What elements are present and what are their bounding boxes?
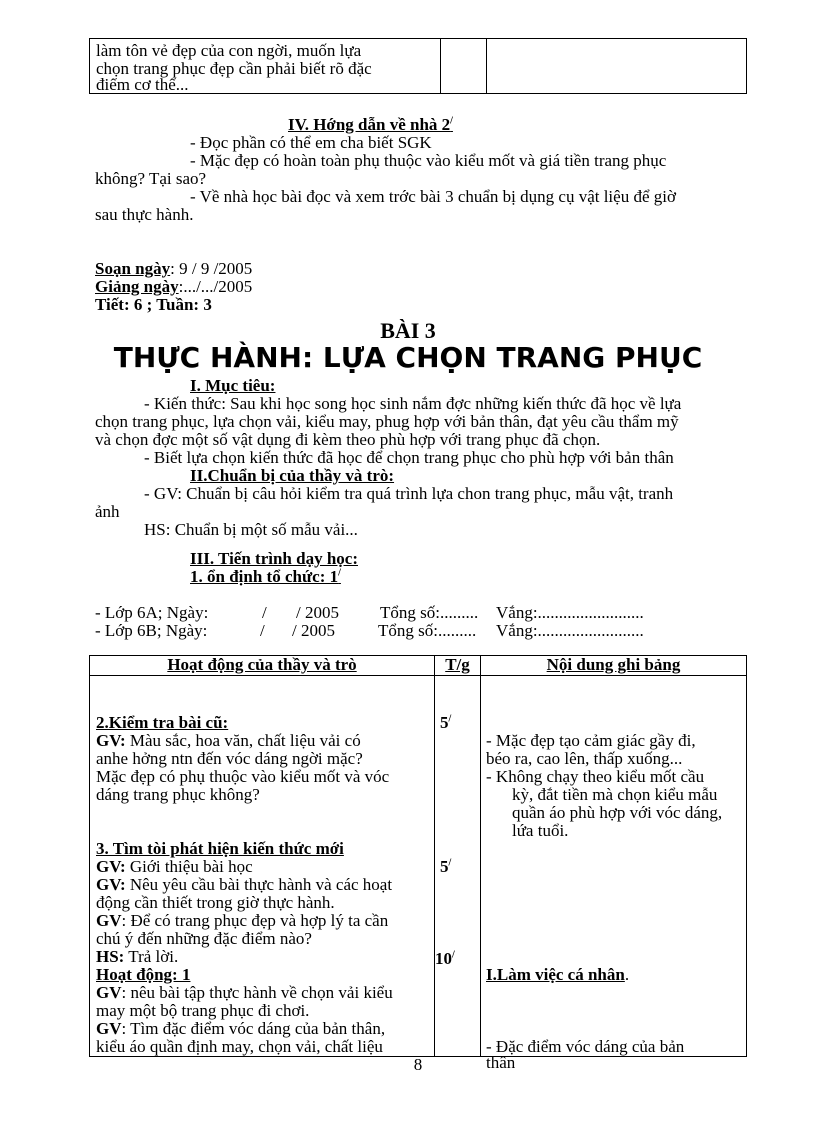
objectives-line: và chọn đợc một số vật dụng đi kèm theo phù hợp với trang phục đã chọn. bbox=[95, 430, 601, 449]
preparation-heading: II.Chuẩn bị của thầy và trò: bbox=[190, 466, 395, 485]
top-table-cell-notes bbox=[487, 39, 747, 94]
header-activity: Hoạt động của thầy và trò bbox=[90, 656, 435, 676]
class-row-slash: / bbox=[260, 621, 265, 640]
soan-ngay: Soạn ngày: 9 / 9 /2005 bbox=[95, 259, 253, 278]
time-value: 10/ bbox=[435, 949, 455, 968]
work-line: - Đặc điểm vóc dáng của bản bbox=[486, 1037, 685, 1056]
new-heading: 3. Tìm tòi phát hiện kiến thức mới bbox=[96, 839, 344, 858]
work-heading: I.Làm việc cá nhân. bbox=[486, 965, 630, 984]
class-row-vang: Vắng:......................... bbox=[496, 603, 644, 622]
time-cell bbox=[435, 676, 481, 1057]
section4-line: - Mặc đẹp có hoàn toàn phụ thuộc vào kiểu mốt và giá tiền trang phục bbox=[190, 151, 667, 170]
top-table-cell-time bbox=[441, 39, 487, 94]
answer-line: - Mặc đẹp tạo cảm giác gầy đi, bbox=[486, 731, 696, 750]
top-table-cell-main bbox=[90, 39, 441, 94]
objectives-line: - Kiến thức: Sau khi học song học sinh nắm đợc những kiến thức đã học về lựa bbox=[144, 394, 682, 413]
lesson-title: THỰC HÀNH: LỰA CHỌN TRANG PHỤC bbox=[113, 341, 703, 374]
new-item: GV: Giới thiệu bài học bbox=[96, 857, 253, 876]
page-number: 8 bbox=[413, 1055, 423, 1074]
answer-block bbox=[486, 732, 722, 840]
activity-cell bbox=[90, 676, 435, 1057]
preparation-line: HS: Chuẩn bị một số mẫu vải... bbox=[144, 520, 358, 539]
preparation-line: ảnh bbox=[95, 502, 120, 521]
lesson-number: BÀI 3 bbox=[380, 318, 436, 343]
new-item: GV: Để có trang phục đẹp và hợp lý ta cần bbox=[96, 911, 389, 930]
objectives-line: chọn trang phục, lựa chọn vải, kiểu may, phug hợp với bản thân, đạt yêu cầu thẩm mỹ bbox=[95, 412, 679, 431]
process-heading: III. Tiến trình dạy học: bbox=[190, 549, 358, 568]
process-sub: 1. ổn định tổ chức: 1/ bbox=[190, 567, 341, 586]
class-row-tong: Tổng số:......... bbox=[380, 603, 479, 622]
section4-line: - Đọc phần có thể em cha biết SGK bbox=[190, 133, 432, 152]
new-item: GV: Nêu yêu cầu bài thực hành và các hoạt bbox=[96, 875, 393, 894]
new-item: HS: Trả lời. bbox=[96, 947, 179, 966]
check-heading: 2.Kiểm tra bài cũ: bbox=[96, 713, 229, 732]
answer-line: quần áo phù hợp với vóc dáng, bbox=[512, 803, 723, 822]
answer-line: kỳ, đắt tiền mà chọn kiểu mẫu bbox=[512, 785, 718, 804]
section4-line: không? Tại sao? bbox=[95, 169, 207, 188]
answer-line: - Không chạy theo kiểu mốt cầu bbox=[486, 767, 705, 786]
activity-heading: Hoạt động: 1 bbox=[96, 965, 191, 984]
activity-item: GV: Tìm đặc điểm vóc dáng của bản thân, bbox=[96, 1019, 386, 1038]
notes-cell bbox=[481, 676, 747, 1068]
class-row-slash: / bbox=[262, 603, 267, 622]
top-table-line: chọn trang phục đẹp cần phải biết rõ đặc bbox=[96, 59, 372, 78]
activity-item: GV: nêu bài tập thực hành về chọn vải kiểu bbox=[96, 983, 393, 1002]
check-gv-line: dáng trang phục không? bbox=[96, 785, 260, 804]
check-gv-line: GV: Màu sắc, hoa văn, chất liệu vải có bbox=[96, 731, 361, 750]
answer-line: béo ra, cao lên, thấp xuống... bbox=[486, 749, 683, 768]
top-table-line: làm tôn vẻ đẹp của con ngời, muốn lựa bbox=[96, 41, 362, 60]
check-gv-line: Mặc đẹp có phụ thuộc vào kiểu mốt và vóc bbox=[96, 767, 390, 786]
answer-line: lứa tuổi. bbox=[512, 821, 569, 840]
main-table bbox=[89, 655, 747, 1068]
section4-heading: IV. Hớng dẫn về nhà 2/ bbox=[288, 115, 453, 134]
work-line: thân bbox=[486, 1054, 516, 1068]
new-item-cont: động cần thiết trong giờ thực hành. bbox=[96, 893, 335, 912]
class-row-lop: - Lớp 6B; Ngày: bbox=[95, 621, 208, 640]
top-table-line: điểm cơ thể... bbox=[96, 78, 189, 91]
check-gv-line: anhe hởng ntn đến vóc dáng ngời mặc? bbox=[96, 749, 363, 768]
section4-line: - Về nhà học bài đọc và xem trớc bài 3 chuẩn bị dụng cụ vật liệu để giờ bbox=[190, 187, 676, 206]
class-row-year: / 2005 bbox=[296, 603, 339, 622]
new-item-cont: chú ý đến những đặc điểm nào? bbox=[96, 929, 312, 948]
header-time: T/g bbox=[435, 656, 481, 676]
giang-ngay: Giảng ngày:.../.../2005 bbox=[95, 277, 253, 296]
class-row-vang: Vắng:......................... bbox=[496, 621, 644, 640]
top-table bbox=[89, 38, 747, 94]
activity-item-cont: kiểu áo quần định may, chọn vải, chất liệu bbox=[96, 1037, 383, 1056]
objectives-heading: I. Mục tiêu: bbox=[190, 376, 276, 395]
class-row-year: / 2005 bbox=[292, 621, 335, 640]
objectives-line: - Biết lựa chọn kiến thức đã học để chọn trang phục cho phù hợp với bản thân bbox=[144, 448, 674, 467]
time-value: 5/ bbox=[440, 857, 452, 876]
class-row-lop: - Lớp 6A; Ngày: bbox=[95, 603, 209, 622]
activity-item-cont: may một bộ trang phục đi chơi. bbox=[96, 1001, 310, 1020]
tiet-tuan: Tiết: 6 ; Tuần: 3 bbox=[95, 295, 212, 314]
header-notes: Nội dung ghi bảng bbox=[481, 656, 747, 676]
class-row-tong: Tổng số:......... bbox=[378, 621, 477, 640]
preparation-line: - GV: Chuẩn bị câu hỏi kiểm tra quá trình lựa chon trang phục, mẫu vật, tranh bbox=[144, 484, 674, 503]
time-value: 5/ bbox=[440, 713, 452, 732]
section4-line: sau thực hành. bbox=[95, 205, 194, 224]
